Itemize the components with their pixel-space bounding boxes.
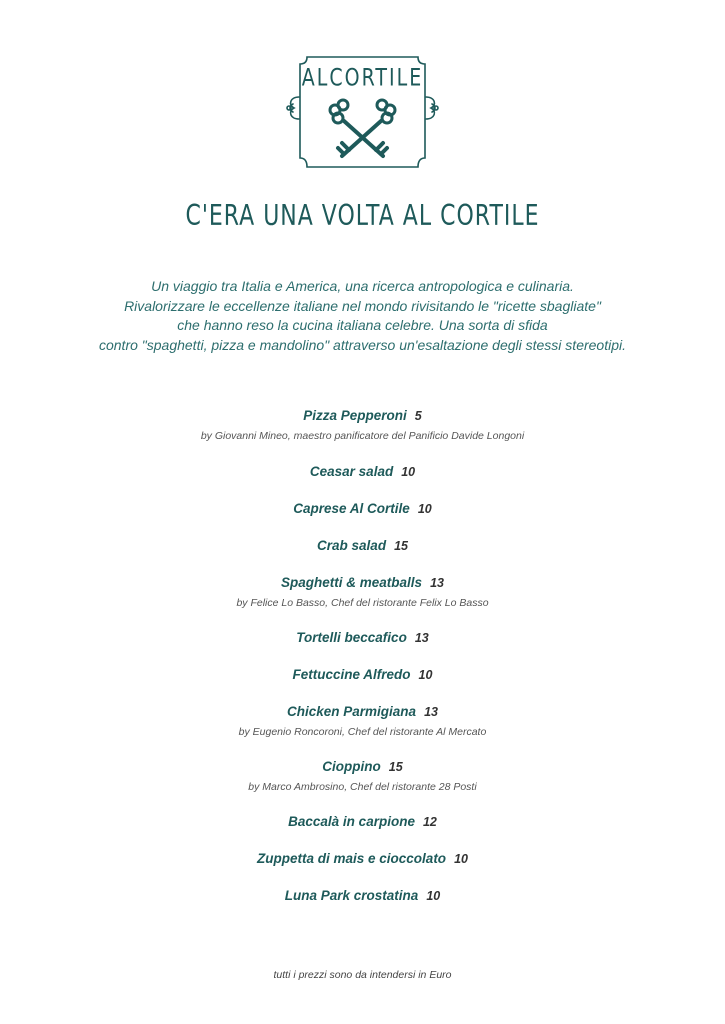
dish-name: Spaghetti & meatballs [281,575,423,590]
menu-item [0,407,725,442]
dish-price: 10 [417,502,432,516]
intro-line: che hanno reso la cucina italiana celebre. Una sorta di sfida [177,317,548,333]
dish-name: Crab salad [317,538,387,553]
menu-item [0,500,725,518]
dish-price: 13 [424,705,438,719]
dish-chef: by Giovanni Mineo, maestro panificatore del Panificio Davide Longoni [200,430,525,442]
dish-name: Fettuccine Alfredo [292,667,411,682]
dish-name: Baccalà in carpione [288,814,415,829]
dish-price: 10 [418,668,433,682]
dish-price: 10 [426,889,441,903]
dish-price: 13 [414,631,429,645]
menu-item [0,537,725,555]
dish-price: 10 [454,852,468,866]
dish-name: Zuppetta di mais e cioccolato [257,851,447,866]
dish-name: Cioppino [322,759,381,774]
menu-item [0,887,725,905]
menu-item [0,574,725,609]
crossed-keys-icon [285,55,440,175]
menu-item [0,813,725,831]
intro-line: Rivalorizzare le eccellenze italiane nel mondo rivisitando le "ricette sbagliate" [124,297,601,314]
menu-item [0,629,725,647]
menu-item [0,850,725,868]
dish-name: Luna Park crostatina [284,888,419,903]
footer-note: tutti i prezzi sono da intendersi in Euro [273,969,452,981]
page-title: C'ERA UNA VOLTA AL CORTILE [185,200,540,233]
intro-line: Un viaggio tra Italia e America, una ricerca antropologica e culinaria. [151,278,574,294]
dish-name: Tortelli beccafico [296,630,407,645]
menu-item [0,463,725,481]
dish-name: Chicken Parmigiana [287,704,417,719]
logo [285,55,440,175]
intro-text [40,277,685,355]
dish-price: 10 [401,465,416,479]
dish-chef: by Eugenio Roncoroni, Chef del ristorante Al Mercato [238,726,487,738]
dish-name: Ceasar salad [309,464,394,479]
menu-item [0,666,725,684]
dish-price: 15 [394,539,408,553]
dish-price: 15 [388,760,403,774]
menu-item [0,758,725,793]
dish-price: 13 [430,576,444,590]
dish-price: 5 [414,409,422,423]
dish-price: 12 [422,815,437,829]
menu-item [0,703,725,738]
dish-name: Pizza Pepperoni [303,408,407,423]
dish-name: Caprese Al Cortile [293,501,410,516]
dish-chef: by Felice Lo Basso, Chef del ristorante Felix Lo Basso [236,597,489,609]
logo-name: ALCORTILE [301,64,424,92]
dish-chef: by Marco Ambrosino, Chef del ristorante 28 Posti [248,781,477,793]
intro-line: contro "spaghetti, pizza e mandolino" attraverso un'esaltazione degli stessi stereotipi. [98,336,627,353]
